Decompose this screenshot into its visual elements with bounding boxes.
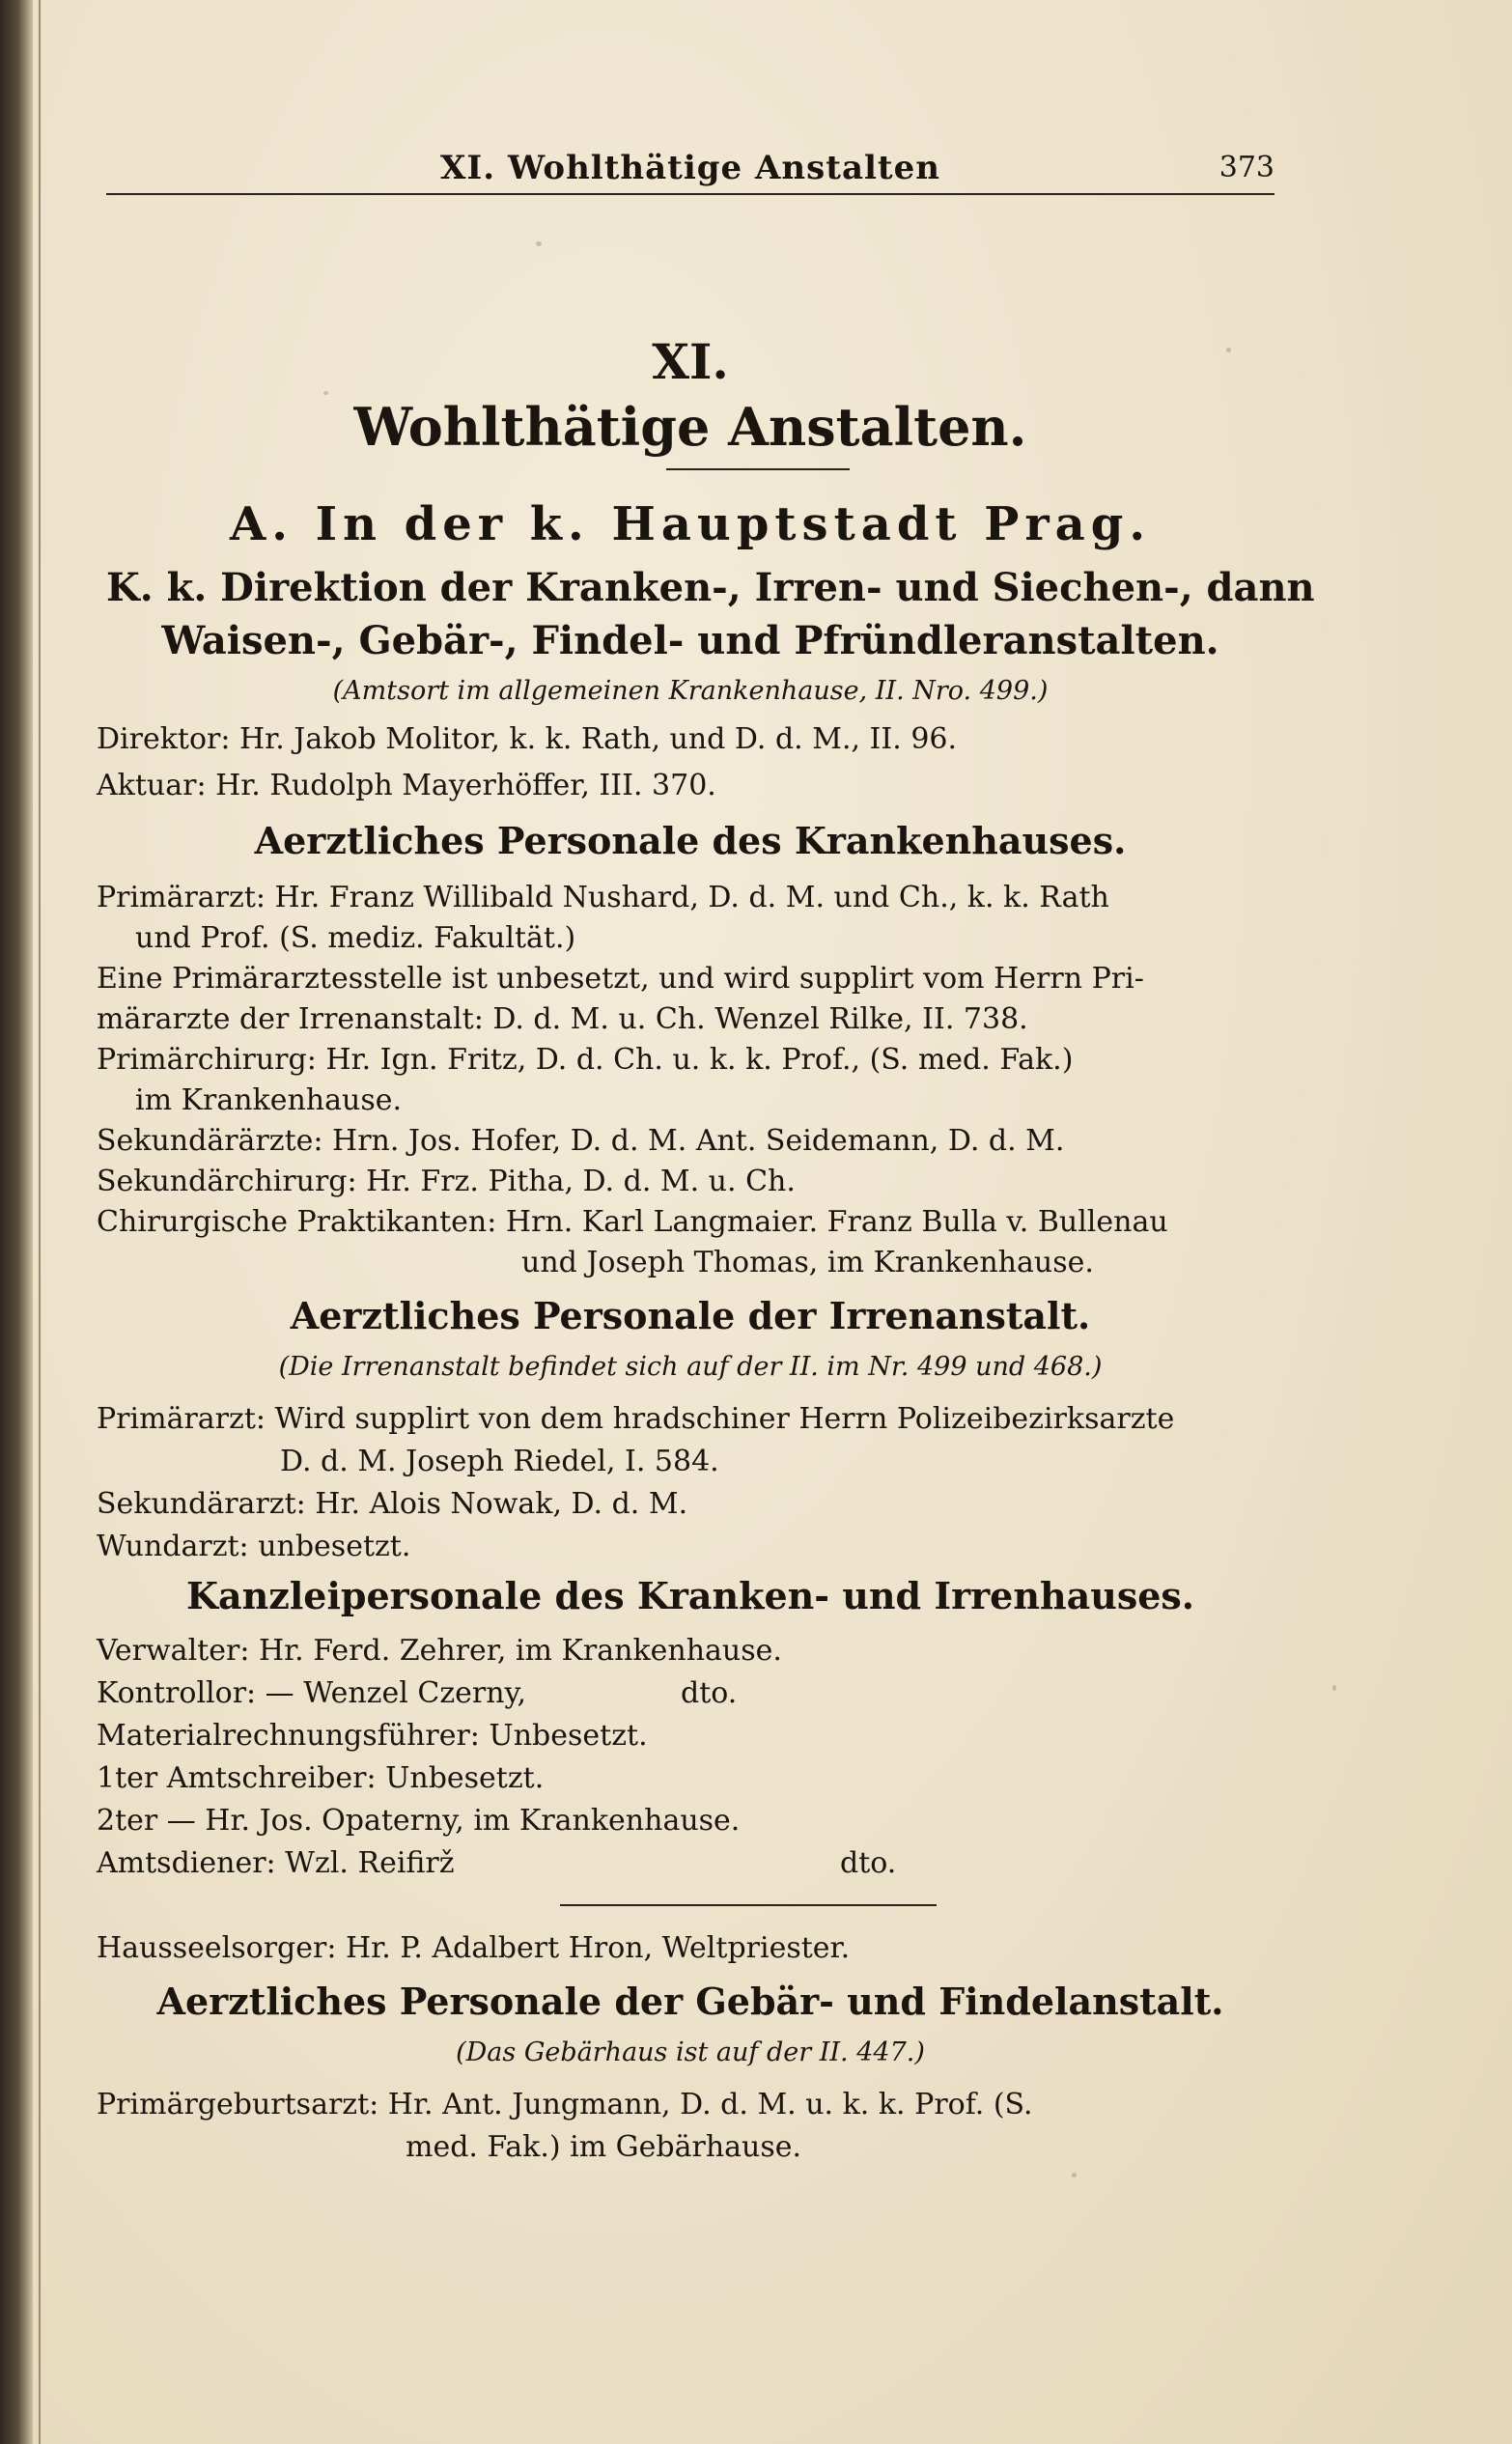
aktuar-line: Aktuar: Hr. Rudolph Mayerhöffer, III. 370. bbox=[97, 769, 716, 802]
institution-line-1: K. k. Direktion der Kranken-, Irren- und Siechen-, dann bbox=[106, 565, 1315, 610]
kanzlei-line: Amtsdiener: Wzl. Reifirž bbox=[97, 1846, 455, 1880]
krankenhaus-line: Primärarzt: Hr. Franz Willibald Nushard, D. d. M. und Ch., k. k. Rath bbox=[97, 881, 1109, 914]
section-a-heading: A. In der k. Hauptstadt Prag. bbox=[229, 497, 1152, 551]
kanzlei-dto: dto. bbox=[681, 1676, 738, 1710]
krankenhaus-line: Sekundärärzte: Hrn. Jos. Hofer, D. d. M. Ant. Seidemann, D. d. M. bbox=[97, 1124, 1065, 1158]
chapter-title: Wohlthätige Anstalten. bbox=[353, 396, 1027, 458]
section-rule bbox=[560, 1904, 937, 1906]
paper-speck bbox=[323, 391, 328, 395]
kanzlei-line: Verwalter: Hr. Ferd. Zehrer, im Krankenhause. bbox=[97, 1634, 782, 1668]
krankenhaus-heading: Aerztliches Personale des Krankenhauses. bbox=[254, 819, 1127, 862]
kanzlei-line: 2ter — Hr. Jos. Opaterny, im Krankenhause. bbox=[97, 1804, 741, 1838]
page-number: 373 bbox=[1218, 151, 1274, 184]
paper-speck bbox=[1332, 1685, 1336, 1691]
running-header bbox=[106, 145, 1274, 195]
gebaeranstalt-note: (Das Gebärhaus ist auf der II. 447.) bbox=[456, 2037, 925, 2067]
irrenanstalt-line: Sekundärarzt: Hr. Alois Nowak, D. d. M. bbox=[97, 1487, 688, 1521]
chapter-number: XI. bbox=[652, 333, 729, 390]
krankenhaus-line: Eine Primärarztesstelle ist unbesetzt, und wird supplirt vom Herrn Pri- bbox=[97, 962, 1144, 996]
kanzlei-line: Materialrechnungsführer: Unbesetzt. bbox=[97, 1719, 648, 1753]
krankenhaus-line: im Krankenhause. bbox=[135, 1083, 403, 1117]
krankenhaus-line: märarzte der Irrenanstalt: D. d. M. u. Ch. Wenzel Rilke, II. 738. bbox=[97, 1002, 1028, 1036]
krankenhaus-line: und Joseph Thomas, im Krankenhause. bbox=[521, 1246, 1094, 1279]
gebaeranstalt-line: Primärgeburtsarzt: Hr. Ant. Jungmann, D. d. M. u. k. k. Prof. (S. bbox=[97, 2088, 1033, 2121]
irrenanstalt-note: (Die Irrenanstalt befindet sich auf der II. im Nr. 499 und 468.) bbox=[278, 1352, 1103, 1382]
running-title: XI. Wohlthätige Anstalten bbox=[440, 149, 940, 187]
book-spine bbox=[0, 0, 33, 2444]
title-rule bbox=[666, 468, 850, 470]
gebaeranstalt-line: med. Fak.) im Gebärhause. bbox=[406, 2130, 802, 2164]
direktor-line: Direktor: Hr. Jakob Molitor, k. k. Rath, und D. d. M., II. 96. bbox=[97, 722, 958, 756]
irrenanstalt-heading: Aerztliches Personale der Irrenanstalt. bbox=[290, 1294, 1091, 1337]
hausseelsorger-line: Hausseelsorger: Hr. P. Adalbert Hron, Weltpriester. bbox=[97, 1931, 851, 1965]
kanzlei-line: 1ter Amtschreiber: Unbesetzt. bbox=[97, 1761, 545, 1795]
paper-speck bbox=[1226, 348, 1231, 352]
krankenhaus-line: Sekundärchirurg: Hr. Frz. Pitha, D. d. M. u. Ch. bbox=[97, 1165, 796, 1198]
kanzlei-dto: dto. bbox=[840, 1846, 897, 1880]
kanzlei-line: Kontrollor: — Wenzel Czerny, bbox=[97, 1676, 527, 1710]
paper-speck bbox=[536, 241, 542, 246]
krankenhaus-line: und Prof. (S. mediz. Fakultät.) bbox=[135, 921, 576, 955]
krankenhaus-line: Primärchirurg: Hr. Ign. Fritz, D. d. Ch. u. k. k. Prof., (S. med. Fak.) bbox=[97, 1043, 1074, 1077]
irrenanstalt-line: Wundarzt: unbesetzt. bbox=[97, 1530, 411, 1563]
spine-edge bbox=[39, 0, 41, 2444]
institution-line-2: Waisen-, Gebär-, Findel- und Pfründleranstalten. bbox=[161, 618, 1219, 663]
krankenhaus-line: Chirurgische Praktikanten: Hrn. Karl Langmaier. Franz Bulla v. Bullenau bbox=[97, 1205, 1168, 1239]
paper-speck bbox=[1072, 2173, 1077, 2177]
gebaeranstalt-heading: Aerztliches Personale der Gebär- und Findelanstalt. bbox=[156, 1980, 1224, 2023]
kanzlei-heading: Kanzleipersonale des Kranken- und Irrenhauses. bbox=[185, 1574, 1195, 1617]
irrenanstalt-line: D. d. M. Joseph Riedel, I. 584. bbox=[280, 1445, 719, 1478]
irrenanstalt-line: Primärarzt: Wird supplirt von dem hradschiner Herrn Polizeibezirksarzte bbox=[97, 1402, 1175, 1436]
office-note: (Amtsort im allgemeinen Krankenhause, II. Nro. 499.) bbox=[332, 676, 1049, 706]
